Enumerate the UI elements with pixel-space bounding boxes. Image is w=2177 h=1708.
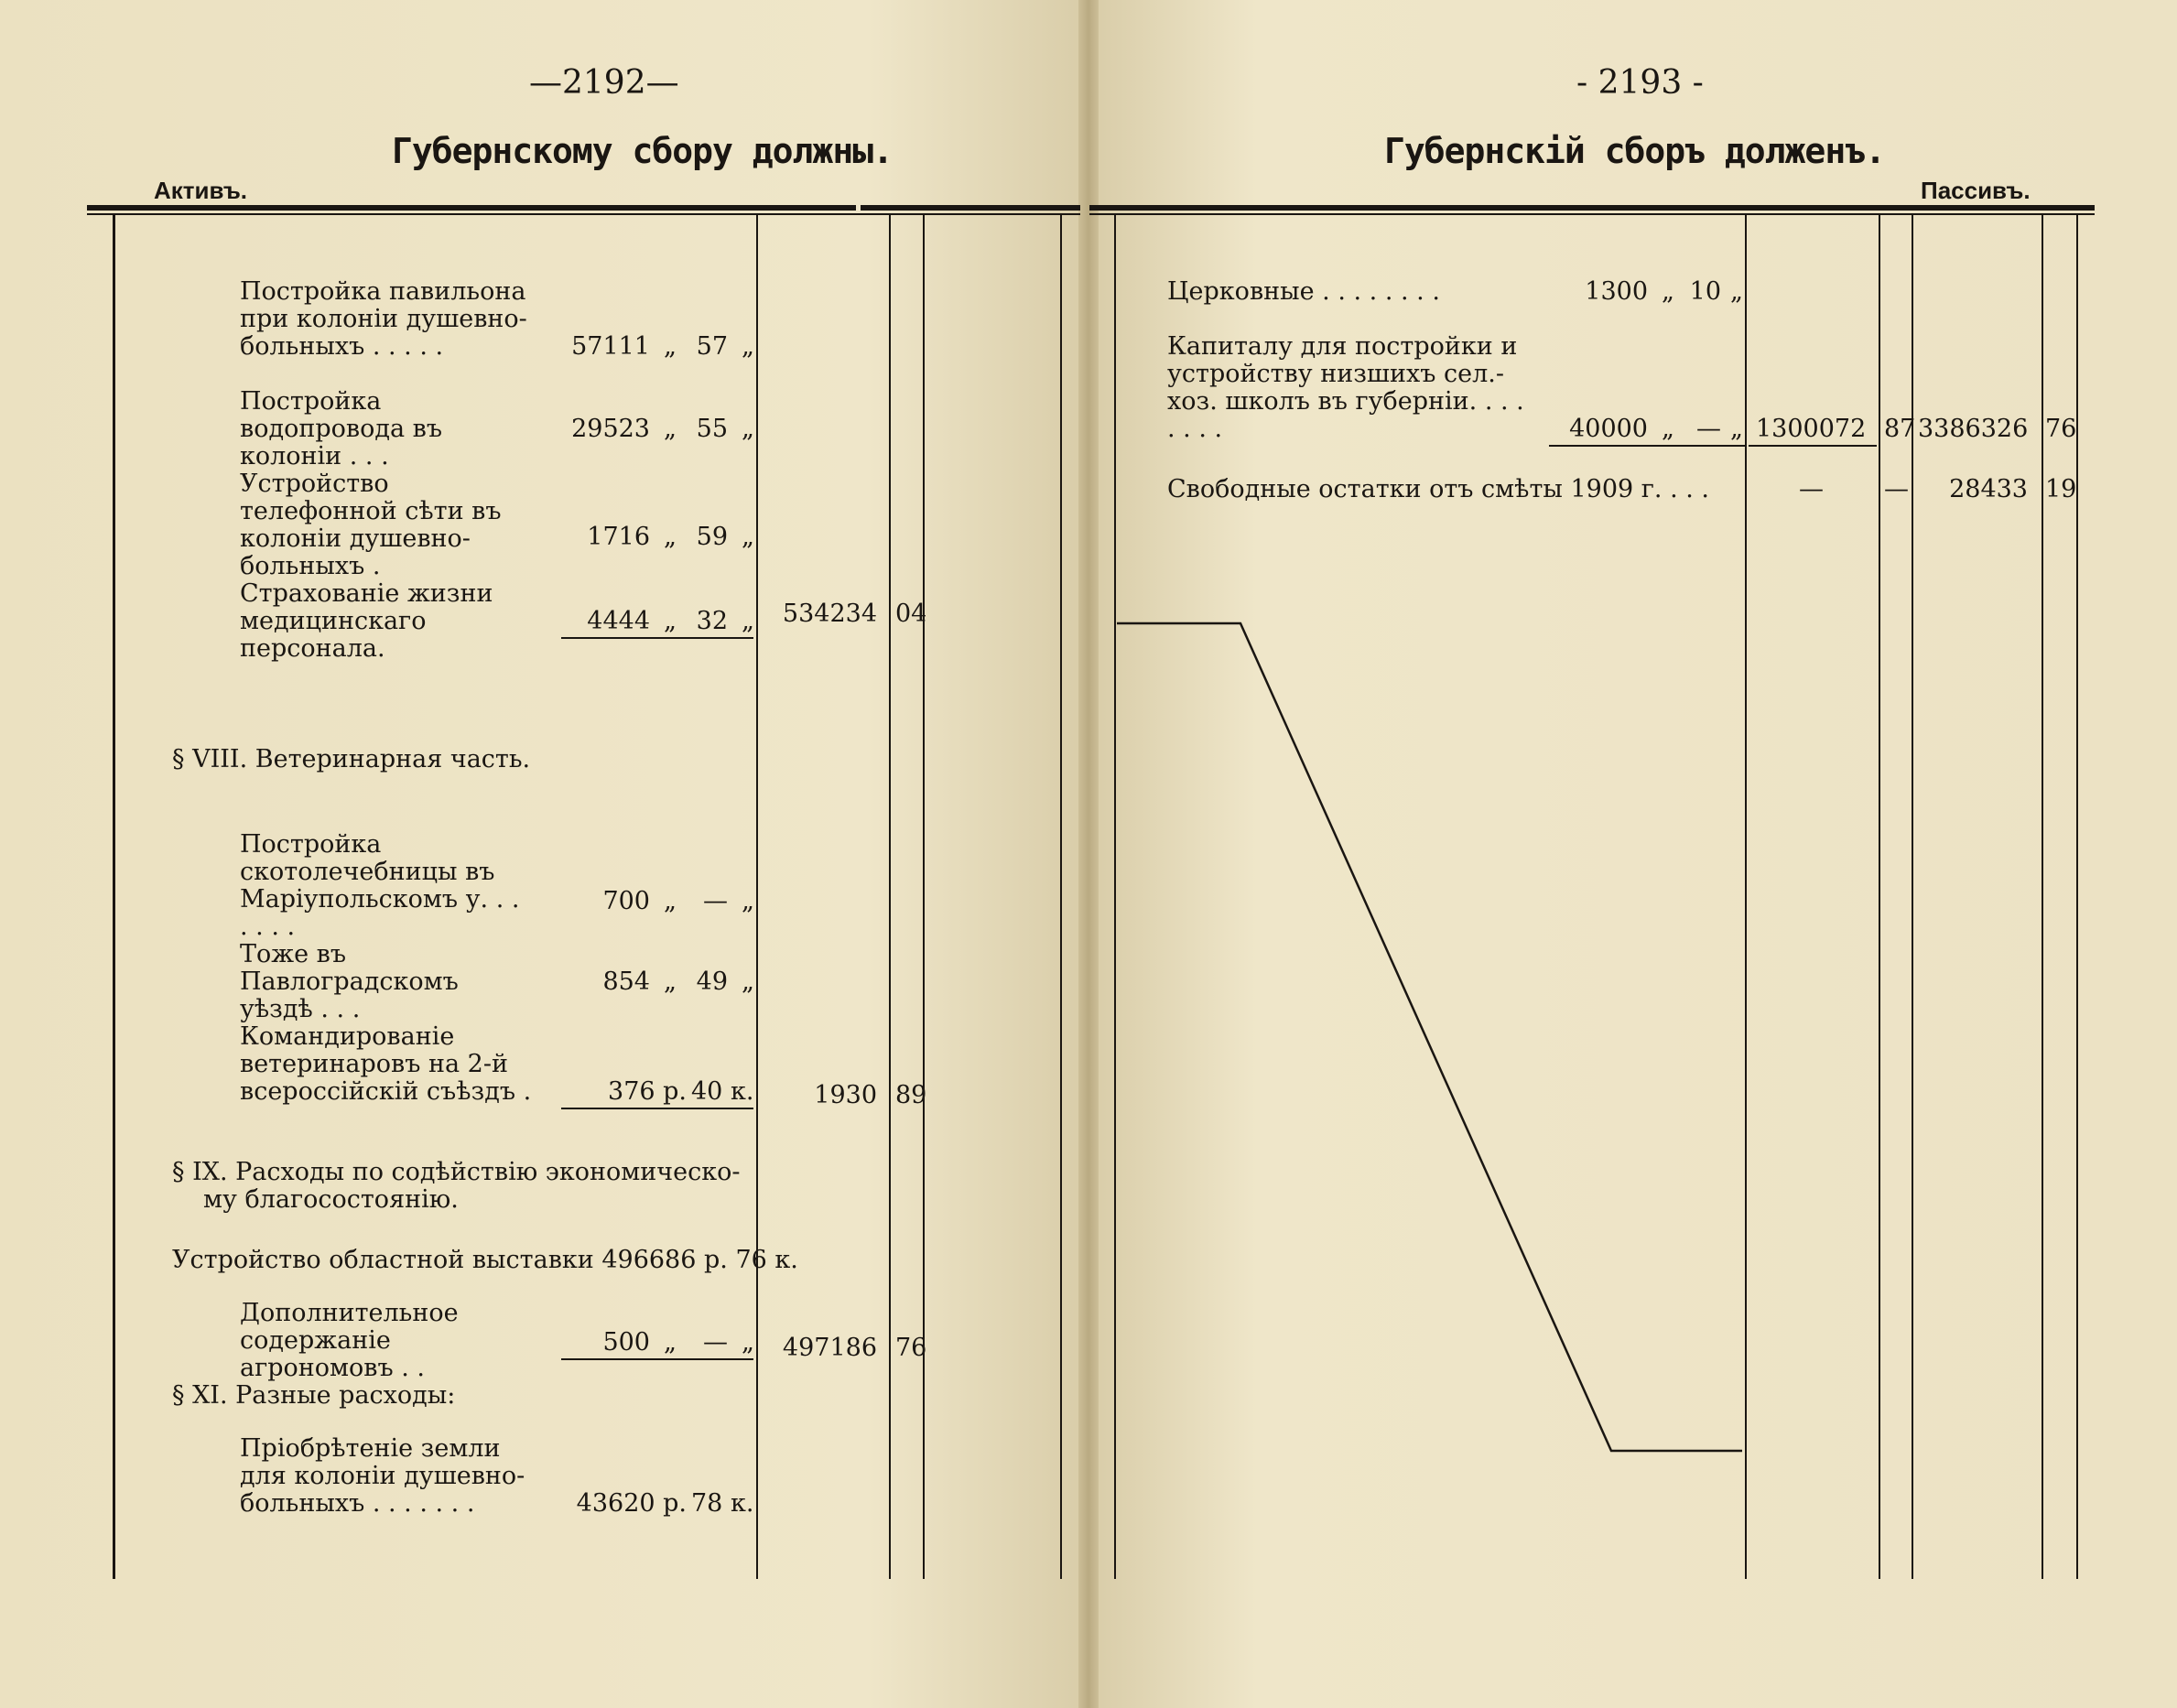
ditto-mark: „ <box>1730 415 1743 443</box>
amount-capital: 40000 <box>1569 415 1648 443</box>
kop-capital: — <box>1696 415 1721 443</box>
kop-agronom: — <box>703 1328 728 1357</box>
subtotal-capital: 1300072 <box>1756 415 1867 443</box>
amount-church: 1300 <box>1585 277 1648 306</box>
ditto-mark: „ <box>664 968 677 996</box>
total-section7-kop: 04 <box>895 600 927 628</box>
total-section9: 497186 <box>782 1334 877 1362</box>
total-section8: 1930 <box>814 1081 877 1109</box>
kop-telephone: 59 <box>696 523 728 551</box>
entry-vet-congress: Командированіе ветеринаровъ на 2-й всероссійскій съѣздъ . <box>240 1022 532 1106</box>
amount-agronom: 500 <box>602 1328 650 1357</box>
entry-water: Постройка водопровода въ колоніи . . . <box>240 387 443 470</box>
kop-vet-pavlograd: 49 <box>696 968 728 996</box>
total-passive: 3386326 <box>1918 415 2029 443</box>
column-label-passive: Пассивъ. <box>1921 177 2031 204</box>
entry-capital-schools: Капиталу для постройки и устройству низшихъ сел.-хоз. школъ въ губерніи. . . . . . . . <box>1167 332 1524 443</box>
amount-insurance: 4444 <box>587 607 650 635</box>
kop-vet-congress: 40 к. <box>691 1077 754 1106</box>
kop-church: 10 <box>1689 277 1721 306</box>
amount-water: 29523 <box>571 415 650 443</box>
section-11-heading: § XI. Разные расходы: <box>172 1381 456 1410</box>
kop-insurance: 32 <box>696 607 728 635</box>
subtotal-capital-kop: 87 <box>1884 415 1916 443</box>
page-number-right: - 2193 - <box>1576 64 1704 102</box>
entry-insurance: Страхованіе жизни медицинскаго персонала. <box>240 579 493 663</box>
total-remainder: 28433 <box>1949 475 2028 503</box>
dash-remainder-1: — <box>1799 475 1824 503</box>
ditto-mark: „ <box>742 523 754 551</box>
entry-land: Пріобрѣтеніе земли для колоніи душевно-больныхъ . . . . . . . <box>240 1434 525 1518</box>
amount-pavilion: 57111 <box>571 332 650 361</box>
ditto-mark: „ <box>1662 415 1674 443</box>
total-section7: 534234 <box>782 600 877 628</box>
entry-exhibition: Устройство областной выставки 496686 р. 76 к. <box>172 1246 798 1274</box>
entry-agronom: Дополнительное содержаніе агрономовъ . . <box>240 1299 459 1382</box>
entry-vet-pavlograd: Тоже въ Павлоградскомъ уѣздѣ . . . <box>240 940 459 1023</box>
amount-telephone: 1716 <box>587 523 650 551</box>
ditto-mark: „ <box>664 607 677 635</box>
ditto-mark: „ <box>742 607 754 635</box>
section-9-heading-1: § IX. Расходы по содѣйствію экономическо- <box>172 1158 741 1186</box>
total-section9-kop: 76 <box>895 1334 927 1362</box>
ditto-mark: „ <box>664 1328 677 1357</box>
total-passive-kop: 76 <box>2045 415 2077 443</box>
ditto-mark: „ <box>742 968 754 996</box>
total-section8-kop: 89 <box>895 1081 927 1109</box>
heading-left: Губернскому сбору должны. <box>392 131 893 171</box>
entry-church: Церковные . . . . . . . . <box>1167 277 1440 306</box>
ditto-mark: „ <box>742 887 754 915</box>
page-number-left: —2192— <box>529 64 679 102</box>
ditto-mark: „ <box>1730 277 1743 306</box>
entry-pavilion: Постройка павильона при колоніи душевно-больныхъ . . . . . <box>240 277 527 361</box>
dash-remainder-2: — <box>1884 475 1909 503</box>
entry-telephone: Устройство телефонной сѣти въ колоніи душевно-больныхъ . <box>240 470 502 580</box>
section-8-heading: § VIII. Ветеринарная часть. <box>172 745 531 773</box>
kop-pavilion: 57 <box>696 332 728 361</box>
entry-vet-mariupol: Постройка скотолечебницы въ Маріупольскомъ у. . . . . . . <box>240 830 520 941</box>
kop-water: 55 <box>696 415 728 443</box>
ditto-mark: „ <box>742 332 754 361</box>
amount-vet-congress: 376 р. <box>608 1077 687 1106</box>
total-remainder-kop: 19 <box>2045 475 2077 503</box>
ditto-mark: „ <box>742 1328 754 1357</box>
kop-land: 78 к. <box>691 1489 754 1518</box>
ditto-mark: „ <box>664 887 677 915</box>
ditto-mark: „ <box>1662 277 1674 306</box>
amount-vet-pavlograd: 854 <box>602 968 650 996</box>
entry-remainder: Свободные остатки отъ смѣты 1909 г. . . . <box>1167 475 1709 503</box>
amount-vet-mariupol: 700 <box>602 887 650 915</box>
ditto-mark: „ <box>664 523 677 551</box>
ditto-mark: „ <box>664 415 677 443</box>
column-label-active: Активъ. <box>154 177 248 204</box>
kop-vet-mariupol: — <box>703 887 728 915</box>
ditto-mark: „ <box>742 415 754 443</box>
heading-right: Губернскій сборъ долженъ. <box>1384 131 1885 171</box>
section-9-heading-2: му благосостоянію. <box>203 1185 459 1214</box>
ditto-mark: „ <box>664 332 677 361</box>
amount-land: 43620 р. <box>576 1489 687 1518</box>
